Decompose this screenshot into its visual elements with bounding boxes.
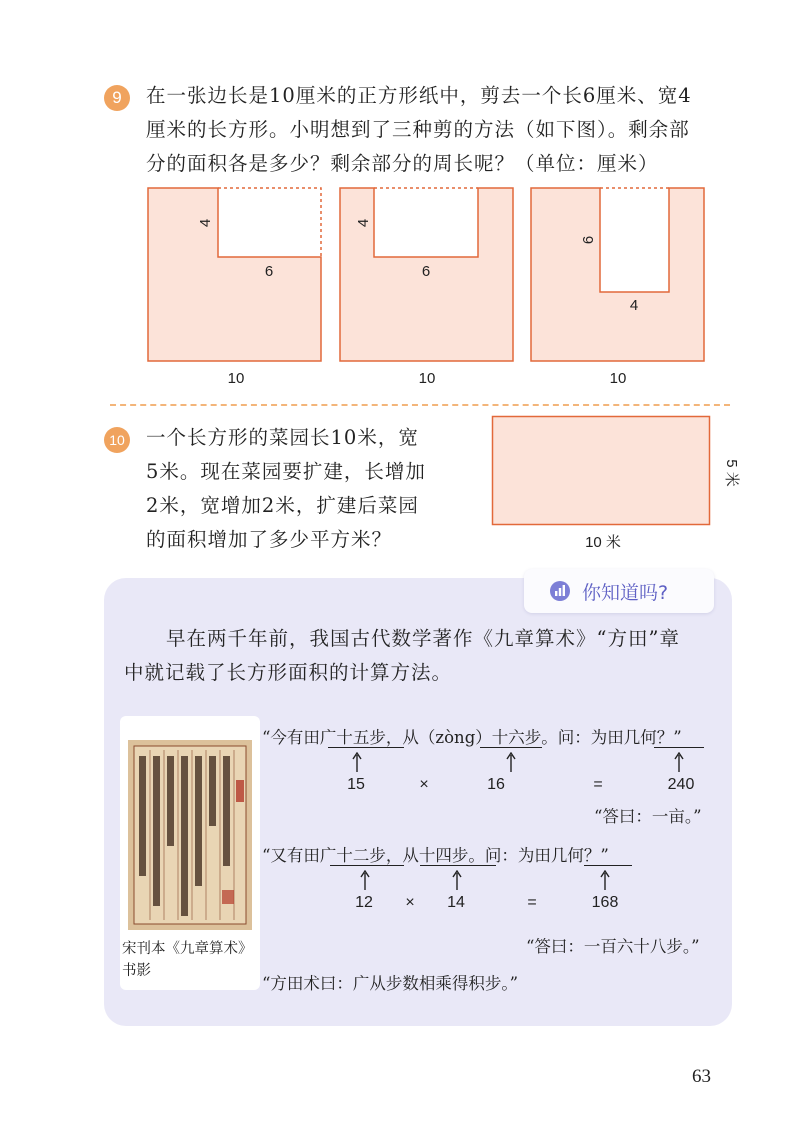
caption-line: 书影 (122, 963, 151, 979)
underline-area-1 (654, 747, 704, 748)
eq2-result: 168 (591, 894, 619, 911)
question-number-9: 9 (104, 85, 130, 111)
question-10-line: 的面积增加了多少平方米？ (146, 528, 393, 551)
underline-width-1 (328, 747, 404, 748)
cut-height-label: 4 (355, 218, 372, 228)
question-10-line: 2米，宽增加2米，扩建后菜园 (146, 494, 419, 517)
book-photo-caption (122, 938, 260, 982)
question-9-text (146, 79, 746, 181)
did-you-know-tab (524, 569, 714, 613)
figure-2-base-label: 10 (418, 370, 436, 387)
eq2-equals: = (527, 894, 537, 911)
underline-width-2 (330, 865, 404, 866)
cut-outline-dashed (218, 188, 321, 257)
up-arrow-icon (452, 870, 462, 890)
up-arrow-icon (506, 752, 516, 772)
figure-cut-method-2 (338, 186, 518, 364)
eq1-operand-b: 16 (487, 776, 505, 793)
panel-intro (124, 622, 704, 690)
question-9-line: 在一张边长是10厘米的正方形纸中，剪去一个长6厘米、宽4 (146, 84, 692, 107)
underline-length-2 (420, 865, 496, 866)
eq1-equals: = (593, 776, 603, 793)
ancient-book-illustration (128, 740, 252, 930)
underline-area-2 (584, 865, 632, 866)
book-page-image (128, 740, 252, 930)
answer-2: “答曰：一百六十八步。” (526, 937, 700, 956)
eq1-operand-a: 15 (347, 776, 365, 793)
remaining-shape (148, 188, 321, 361)
up-arrow-icon (352, 752, 362, 772)
garden-length-label: 10 米 (585, 534, 621, 551)
vegetable-garden-rectangle (491, 415, 713, 527)
answer-1: “答曰：一亩。” (594, 807, 702, 826)
bar-chart-glyph (550, 581, 570, 601)
up-arrow-icon (360, 870, 370, 890)
question-9-line: 分的面积各是多少？剩余部分的周长呢？（单位：厘米） (146, 152, 659, 175)
question-10-line: 5米。现在菜园要扩建，长增加 (146, 460, 426, 483)
bar-chart-icon (550, 581, 570, 601)
question-10-line: 一个长方形的菜园长10米，宽 (146, 426, 419, 449)
eq1-result: 240 (667, 776, 695, 793)
up-arrow-icon (600, 870, 610, 890)
cut-height-label: 6 (580, 235, 597, 245)
question-10-text (146, 421, 476, 557)
cut-height-label: 4 (197, 218, 214, 228)
underline-length-1 (480, 747, 542, 748)
up-arrow-icon (674, 752, 684, 772)
eq2-operand-a: 12 (355, 894, 373, 911)
page-number: 63 (692, 1066, 711, 1087)
quote-1: “今有田广十五步，从（zòng）十六步。问：为田几何？” (262, 728, 682, 747)
garden-shape (493, 417, 710, 525)
figure-cut-method-1 (146, 186, 326, 364)
remaining-shape (531, 188, 704, 361)
intro-line: 早在两千年前，我国古代数学著作《九章算术》“方田”章 (166, 627, 680, 650)
cut-width-label: 6 (421, 263, 431, 280)
intro-line: 中就记载了长方形面积的计算方法。 (124, 661, 453, 684)
area-rule-quote: “方田术曰：广从步数相乘得积步。” (262, 974, 519, 993)
quote-2: “又有田广十二步，从十四步。问：为田几何？” (262, 846, 609, 865)
figure-cut-method-3 (529, 186, 709, 364)
caption-line: 宋刊本《九章算术》 (122, 941, 253, 957)
question-9-line: 厘米的长方形。小明想到了三种剪的方法（如下图）。剩余部 (146, 118, 690, 141)
cut-width-label: 6 (264, 263, 274, 280)
question-number-10: 10 (104, 427, 130, 453)
figure-1-base-label: 10 (227, 370, 245, 387)
cut-width-label: 4 (629, 297, 639, 314)
did-you-know-title: 你知道吗? (582, 582, 669, 604)
eq2-operand-b: 14 (447, 894, 465, 911)
eq2-operator: × (405, 894, 415, 911)
garden-width-label: 5 米 (723, 459, 740, 487)
eq1-operator: × (419, 776, 429, 793)
figure-3-base-label: 10 (609, 370, 627, 387)
section-divider (110, 404, 730, 406)
